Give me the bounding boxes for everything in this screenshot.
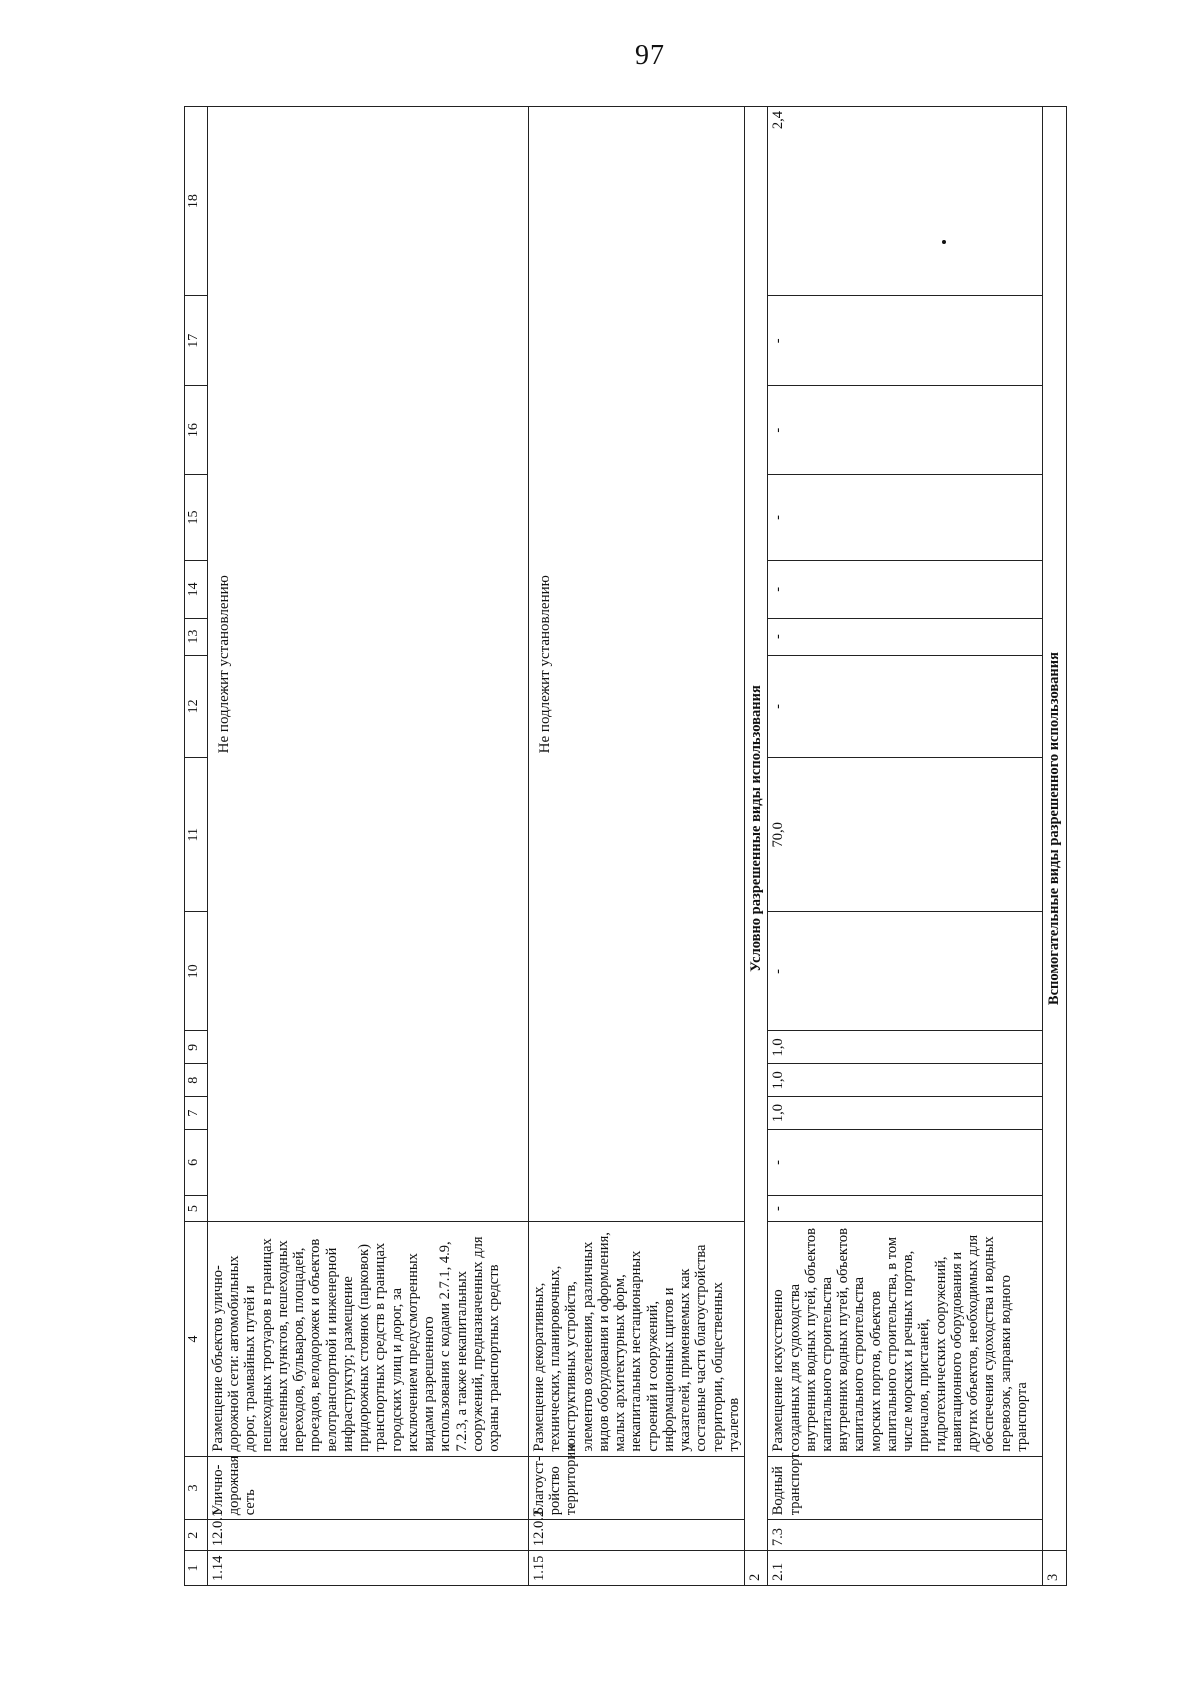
col-header: 10 <box>185 912 208 1031</box>
col-header: 15 <box>185 474 208 560</box>
col-header: 16 <box>185 386 208 474</box>
row-number: 1.15 <box>529 1551 745 1586</box>
use-name: Улично-дорожная сеть <box>208 1456 529 1520</box>
col-header: 17 <box>185 296 208 386</box>
col-header: 7 <box>185 1097 208 1130</box>
merged-note: Не подлежит установлению <box>208 107 529 1222</box>
param-cell: - <box>768 912 1043 1031</box>
section-row <box>1043 107 1066 1586</box>
use-name: Благоуст-ройство территории <box>529 1456 745 1520</box>
param-cell: 1,0 <box>768 1097 1043 1130</box>
col-header: 13 <box>185 618 208 655</box>
param-cell: 1,0 <box>768 1031 1043 1064</box>
use-description: Размещение искусственно созданных для судоходства внутренних водных путей, объектов капитального строительства внутренних водных путей, объектов капитального строительства морских портов, объектов капитального строительства, в том числе морских и речных портов, причалов, пристаней, гидротехнических сооружений, навигационного оборудования и других объектов, необходимых для обеспечения судоходства и водных перевозок, заправки водного транспорта <box>768 1222 1043 1456</box>
col-header: 6 <box>185 1130 208 1196</box>
table-row <box>529 107 745 1586</box>
param-cell: - <box>768 296 1043 386</box>
param-cell: 70,0 <box>768 758 1043 912</box>
col-header: 9 <box>185 1031 208 1064</box>
section-number: 3 <box>1043 1551 1066 1586</box>
row-number: 2.1 <box>768 1551 1043 1586</box>
table-row <box>768 107 1043 1586</box>
param-cell: - <box>768 561 1043 619</box>
param-cell: - <box>768 655 1043 758</box>
section-number: 2 <box>745 1551 768 1586</box>
param-cell: 2,4 <box>768 107 1043 296</box>
col-header: 12 <box>185 655 208 758</box>
row-number: 1.14 <box>208 1551 529 1586</box>
param-cell: - <box>768 618 1043 655</box>
use-code: 12.0.1 <box>208 1520 529 1551</box>
use-description: Размещение объектов улично-дорожной сети: автомобильных дорог, трамвайных путей и пешеходных тротуаров в границах населенных пунктов, пешеходных переходов, бульваров, площадей, проездов, велодорожек и объектов велотранспортной и инженерной инфраструктур; размещение придорожных стоянок (парковок) транспортных средств в границах городских улиц и дорог, за исключением предусмотренных видами разрешенного использования с кодами 2.7.1, 4.9, 7.2.3, а также некапитальных сооружений, предназначенных для охраны транспортных средств <box>208 1222 529 1456</box>
zoning-regulations-table <box>184 106 1067 1586</box>
table-row <box>208 107 529 1586</box>
col-header: 5 <box>185 1195 208 1222</box>
col-header: 11 <box>185 758 208 912</box>
column-number-header-row <box>185 107 208 1586</box>
use-code: 7.3 <box>768 1520 1043 1551</box>
rotated-table-wrapper <box>184 106 1094 1586</box>
use-name: Водный транспорт <box>768 1456 1043 1520</box>
col-header: 18 <box>185 107 208 296</box>
param-cell: 1,0 <box>768 1064 1043 1097</box>
section-title: Условно разрешенные виды использования <box>745 107 768 1551</box>
col-header: 1 <box>185 1551 208 1586</box>
section-title: Вспомогательные виды разрешенного использования <box>1043 107 1066 1551</box>
col-header: 4 <box>185 1222 208 1456</box>
param-cell: - <box>768 1195 1043 1222</box>
section-row <box>745 107 768 1586</box>
param-cell: - <box>768 1130 1043 1196</box>
use-code: 12.0.2 <box>529 1520 745 1551</box>
col-header: 8 <box>185 1064 208 1097</box>
param-cell: - <box>768 474 1043 560</box>
use-description: Размещение декоративных, технических, планировочных, конструктивных устройств, элементов озеленения, различных видов оборудования и оформления, малых архитектурных форм, некапитальных нестационарных строений и сооружений, информационных щитов и указателей, применяемых как составные части благоустройства территории, общественных туалетов <box>529 1222 745 1456</box>
col-header: 3 <box>185 1456 208 1520</box>
col-header: 2 <box>185 1520 208 1551</box>
page-number: 97 <box>635 40 665 71</box>
merged-note: Не подлежит установлению <box>529 107 745 1222</box>
param-cell: - <box>768 386 1043 474</box>
col-header: 14 <box>185 561 208 619</box>
